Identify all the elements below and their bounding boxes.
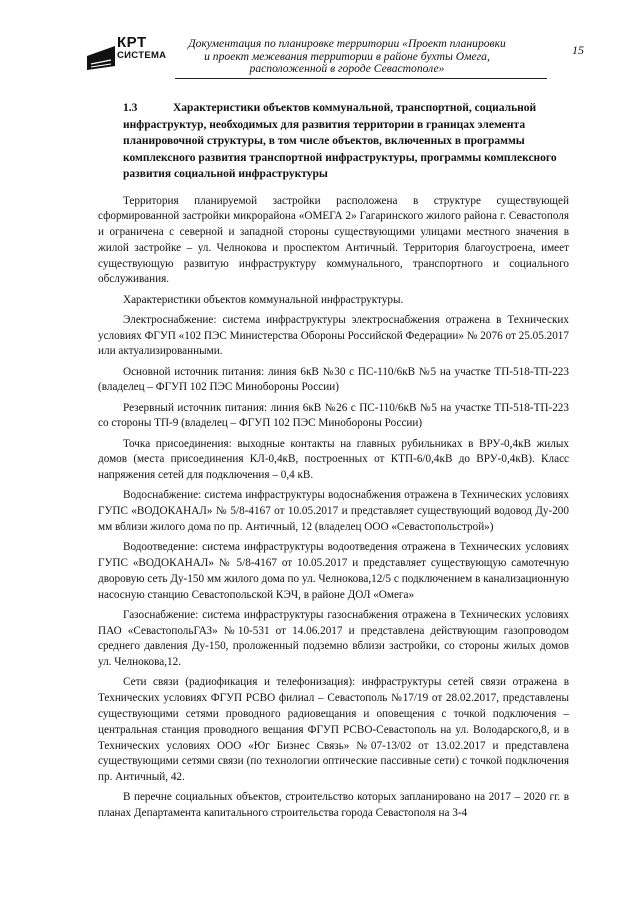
document-title-line: расположенной в городе Севастополе» bbox=[249, 62, 445, 76]
logo-line-1: КРТ bbox=[117, 34, 147, 51]
body-paragraph: В перечне социальных объектов, строительство которых запланировано на 2017 – 2020 гг. в планах Департамента капитального строительства города Севастополя на 3-4 bbox=[98, 791, 569, 820]
body-paragraph: Газоснабжение: система инфраструктуры газоснабжения отражена в Технических условиях ПАО «СевастопольГАЗ» №10-531 от 14.06.2017 и представлена действующим газопроводом среднего давления Ду-150, проложенный подземно вблизи застройки, со стороны жилых домов ул. Челнокова,12. bbox=[98, 608, 569, 669]
body-paragraph: Электроснабжение: система инфраструктуры электроснабжения отражена в Технических условиях ФГУП «102 ПЭС Министерства Обороны Российской Федерации» № 2076 от 25.05.2017 или актуализированными. bbox=[98, 313, 569, 358]
section-number: 1.3 bbox=[123, 102, 138, 114]
body-paragraph: Водоотведение: система инфраструктуры водоотведения отражена в Технических условиях ГУПС «ВОДОКАНАЛ» № 5/8-4167 от 10.05.2017 и представляет существующую самотечную дворовую сеть Ду-150 мм жилого дома по ул. Челнокова,12/5 с подключением в канализационную насосную станцию Севастопольской КЭЧ, в районе ДОЛ «Омега» bbox=[98, 541, 569, 601]
page-number: 15 bbox=[572, 43, 584, 57]
document-title-line: Документация по планировке территории «Проект планировки bbox=[188, 37, 506, 50]
section-heading bbox=[123, 100, 569, 183]
body-paragraph: Резервный источник питания: линия 6кВ №26 с ПС-110/6кВ №5 на участке ТП-518-ТП-223 со стороны ТП-9 (владелец – ФГУП 102 ПЭС Минобороны России) bbox=[98, 401, 569, 430]
page-body bbox=[98, 100, 569, 826]
logo-text bbox=[117, 34, 167, 61]
document-title bbox=[162, 38, 532, 76]
section-heading-text: Характеристики объектов коммунальной, транспортной, социальной инфраструктур, необходимых для развития территории в границах элемента планировочной структуры, в том числе объектов, включенных в программы комплексного развития транспортной инфраструктуры, программы комплексного развития социальной инфраструктуры bbox=[123, 102, 557, 180]
body-paragraph: Основной источник питания: линия 6кВ №30 с ПС-110/6кВ №5 на участке ТП-518-ТП-223 (владелец – ФГУП 102 ПЭС Минобороны России) bbox=[98, 365, 569, 394]
body-paragraph: Характеристики объектов коммунальной инфраструктуры. bbox=[123, 293, 404, 306]
body-paragraph: Водоснабжение: система инфраструктуры водоснабжения отражена в Технических условиях ГУПС «ВОДОКАНАЛ» № 5/8-4167 от 10.05.2017 и представляет существующий водовод Ду-200 мм вблизи жилого дома по пр. Античный, 12 (владелец ООО «Севастопольстрой») bbox=[98, 489, 569, 533]
body-paragraph: Территория планируемой застройки расположена в структуре существующей сформированной застройки микрорайона «ОМЕГА 2» Гагаринского жилого района г. Севастополя и ограничена с северной и западной стороны существующими улицами местного значения в жилой застройке – ул. Челнокова и проспектом Античный. Территория благоустроена, имеет существующую развитую инфраструктуру коммунального, транспортного и социального обслуживания. bbox=[98, 194, 569, 286]
logo-line-2: СИСТЕМА bbox=[117, 50, 167, 61]
document-title-line: и проект межевания территории в районе бухты Омега, bbox=[204, 49, 490, 63]
body-paragraph: Точка присоединения: выходные контакты на главных рубильниках в ВРУ-0,4кВ жилых домов (места присоединения КЛ-0,4кВ, построенных от КТП-6/0,4кВ до ВРУ-0,4кВ). Класс напряжения сетей для подключения – 0,4 кВ. bbox=[98, 437, 569, 482]
body-paragraph: Сети связи (радиофикация и телефонизация): инфраструктуры сетей связи отражена в Технических условиях ФГУП РСВО филиал – Севастополь №17/19 от 28.02.2017, представлены существующими сетями проводного радиовещания и оповещения с точкой подключения – центральная станция проводного вещания ФГУП РСВО-Севастополь на ул. Володарского,8, и в Технических условиях ООО «Юг Бизнес Связь» №07-13/02 от 13.02.2017 и представлена существующими сетями связи (по технологии оптические пассивные сети) с точкой подключения пр. Античный, 42. bbox=[98, 676, 569, 784]
page-header bbox=[0, 0, 629, 90]
header-divider bbox=[175, 78, 547, 79]
paragraph-list bbox=[98, 194, 569, 822]
